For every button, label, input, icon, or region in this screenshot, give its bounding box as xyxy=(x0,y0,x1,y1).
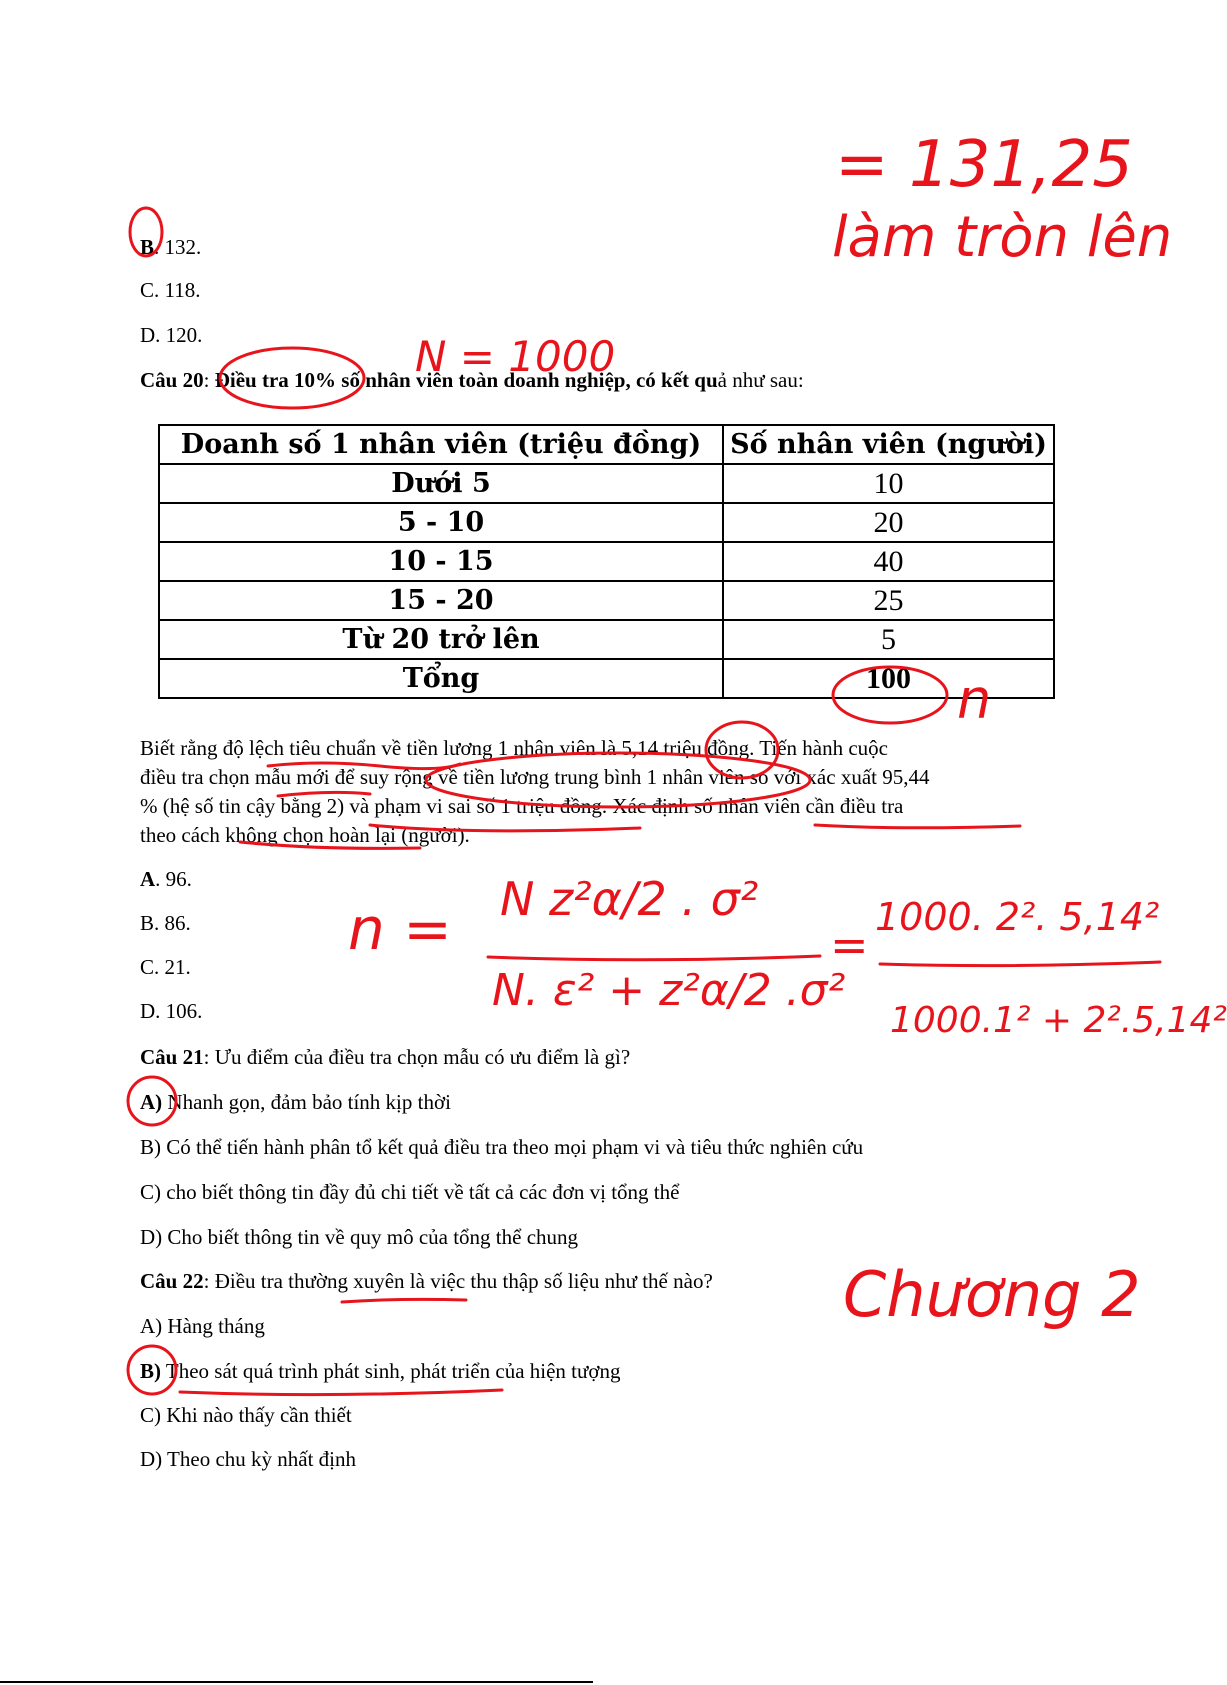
q21-option-a: A) Nhanh gọn, đảm bảo tính kịp thời xyxy=(140,1090,451,1114)
table-row xyxy=(159,464,1054,503)
table-row xyxy=(159,659,1054,698)
q21-option-d: D) Cho biết thông tin về quy mô của tổng thể chung xyxy=(140,1225,579,1249)
underline-q22-b xyxy=(180,1390,502,1395)
table-cell: 10 - 15 xyxy=(159,542,723,581)
q22-option-b: B) Theo sát quá trình phát sinh, phát triển của hiện tượng xyxy=(140,1359,621,1383)
table-header-row xyxy=(159,425,1054,464)
q22-option-c: C) Khi nào thấy cần thiết xyxy=(140,1403,352,1427)
table-row xyxy=(159,620,1054,659)
q20-body-line-3: % (hệ số tin cậy bằng 2) và phạm vi sai số 1 triệu đồng. Xác định số nhân viên cần điều tra xyxy=(140,794,904,818)
underline-regular-survey xyxy=(342,1299,466,1302)
q22-option-d: D) Theo chu kỳ nhất định xyxy=(140,1447,357,1471)
q21-option-c: C) cho biết thông tin đầy đủ chi tiết về tất cả các đơn vị tổng thể xyxy=(140,1180,680,1204)
footer-rule xyxy=(0,1681,593,1683)
fraction-bar-formula xyxy=(488,956,820,960)
q20-option-a: A. 96. xyxy=(140,867,192,891)
sales-table xyxy=(158,424,1055,699)
table-cell: 5 xyxy=(723,620,1054,659)
handwritten-equals: = xyxy=(830,918,869,972)
table-cell: 15 - 20 xyxy=(159,581,723,620)
q22-stem: Câu 22: Điều tra thường xuyên là việc thu thập số liệu như thế nào? xyxy=(140,1269,713,1293)
table-header-cell: Doanh số 1 nhân viên (triệu đồng) xyxy=(159,425,723,464)
handwritten-formula-denominator-values: 1000.1² + 2².5,14² xyxy=(890,1000,1227,1041)
q20-stem: Câu 20: Điều tra 10% số nhân viên toàn doanh nghiệp, có kết quả như sau: xyxy=(140,368,804,392)
table-cell: Từ 20 trở lên xyxy=(159,620,723,659)
table-cell: 25 xyxy=(723,581,1054,620)
q22-option-a: A) Hàng tháng xyxy=(140,1314,265,1338)
table-cell: Tổng xyxy=(159,659,723,698)
handwritten-n-label: n xyxy=(957,668,992,731)
table-cell: 10 xyxy=(723,464,1054,503)
underline-employee-count xyxy=(815,825,1020,828)
table-cell: Dưới 5 xyxy=(159,464,723,503)
q20-option-b: B. 86. xyxy=(140,911,191,935)
table-row xyxy=(159,581,1054,620)
table-header-cell: Số nhân viên (người) xyxy=(723,425,1054,464)
table-row xyxy=(159,503,1054,542)
table-cell: 20 xyxy=(723,503,1054,542)
handwritten-formula-denominator: N. ε² + z²α/2 .σ² xyxy=(492,965,846,1016)
handwritten-formula-lhs: n = xyxy=(348,895,452,963)
table-cell: 5 - 10 xyxy=(159,503,723,542)
handwritten-formula-numerator: N z²α/2 . σ² xyxy=(500,872,759,926)
q20-body-line-2: điều tra chọn mẫu mới để suy rộng về tiền lương trung bình 1 nhân viên so với xác xuất 95,44 xyxy=(140,765,930,789)
handwritten-chapter-note: Chương 2 xyxy=(843,1258,1141,1331)
table-cell: 100 xyxy=(723,659,1054,698)
q20-option-c: C. 21. xyxy=(140,955,191,979)
q20-body-line-4: theo cách không chọn hoàn lại (người). xyxy=(140,823,470,847)
q19-option-c: C. 118. xyxy=(140,278,201,302)
q19-option-b: B. 132. xyxy=(140,235,202,259)
handwritten-round-up-note: làm tròn lên xyxy=(832,205,1173,270)
fraction-bar-values xyxy=(880,962,1160,966)
handwritten-population-size: N = 1000 xyxy=(415,332,616,381)
q20-option-d: D. 106. xyxy=(140,999,203,1023)
q19-option-d: D. 120. xyxy=(140,323,203,347)
table-cell: 40 xyxy=(723,542,1054,581)
q21-stem: Câu 21: Ưu điểm của điều tra chọn mẫu có ưu điểm là gì? xyxy=(140,1045,631,1069)
q20-body-line-1: Biết rằng độ lệch tiêu chuẩn về tiền lương 1 nhân viên là 5,14 triệu đồng. Tiến hành cuộc xyxy=(140,736,888,760)
q21-option-b: B) Có thể tiến hành phân tổ kết quả điều tra theo mọi phạm vi và tiêu thức nghiên cứu xyxy=(140,1135,864,1159)
handwritten-result: = 131,25 xyxy=(835,128,1133,202)
table-row xyxy=(159,542,1054,581)
handwritten-formula-numerator-values: 1000. 2². 5,14² xyxy=(875,895,1160,939)
